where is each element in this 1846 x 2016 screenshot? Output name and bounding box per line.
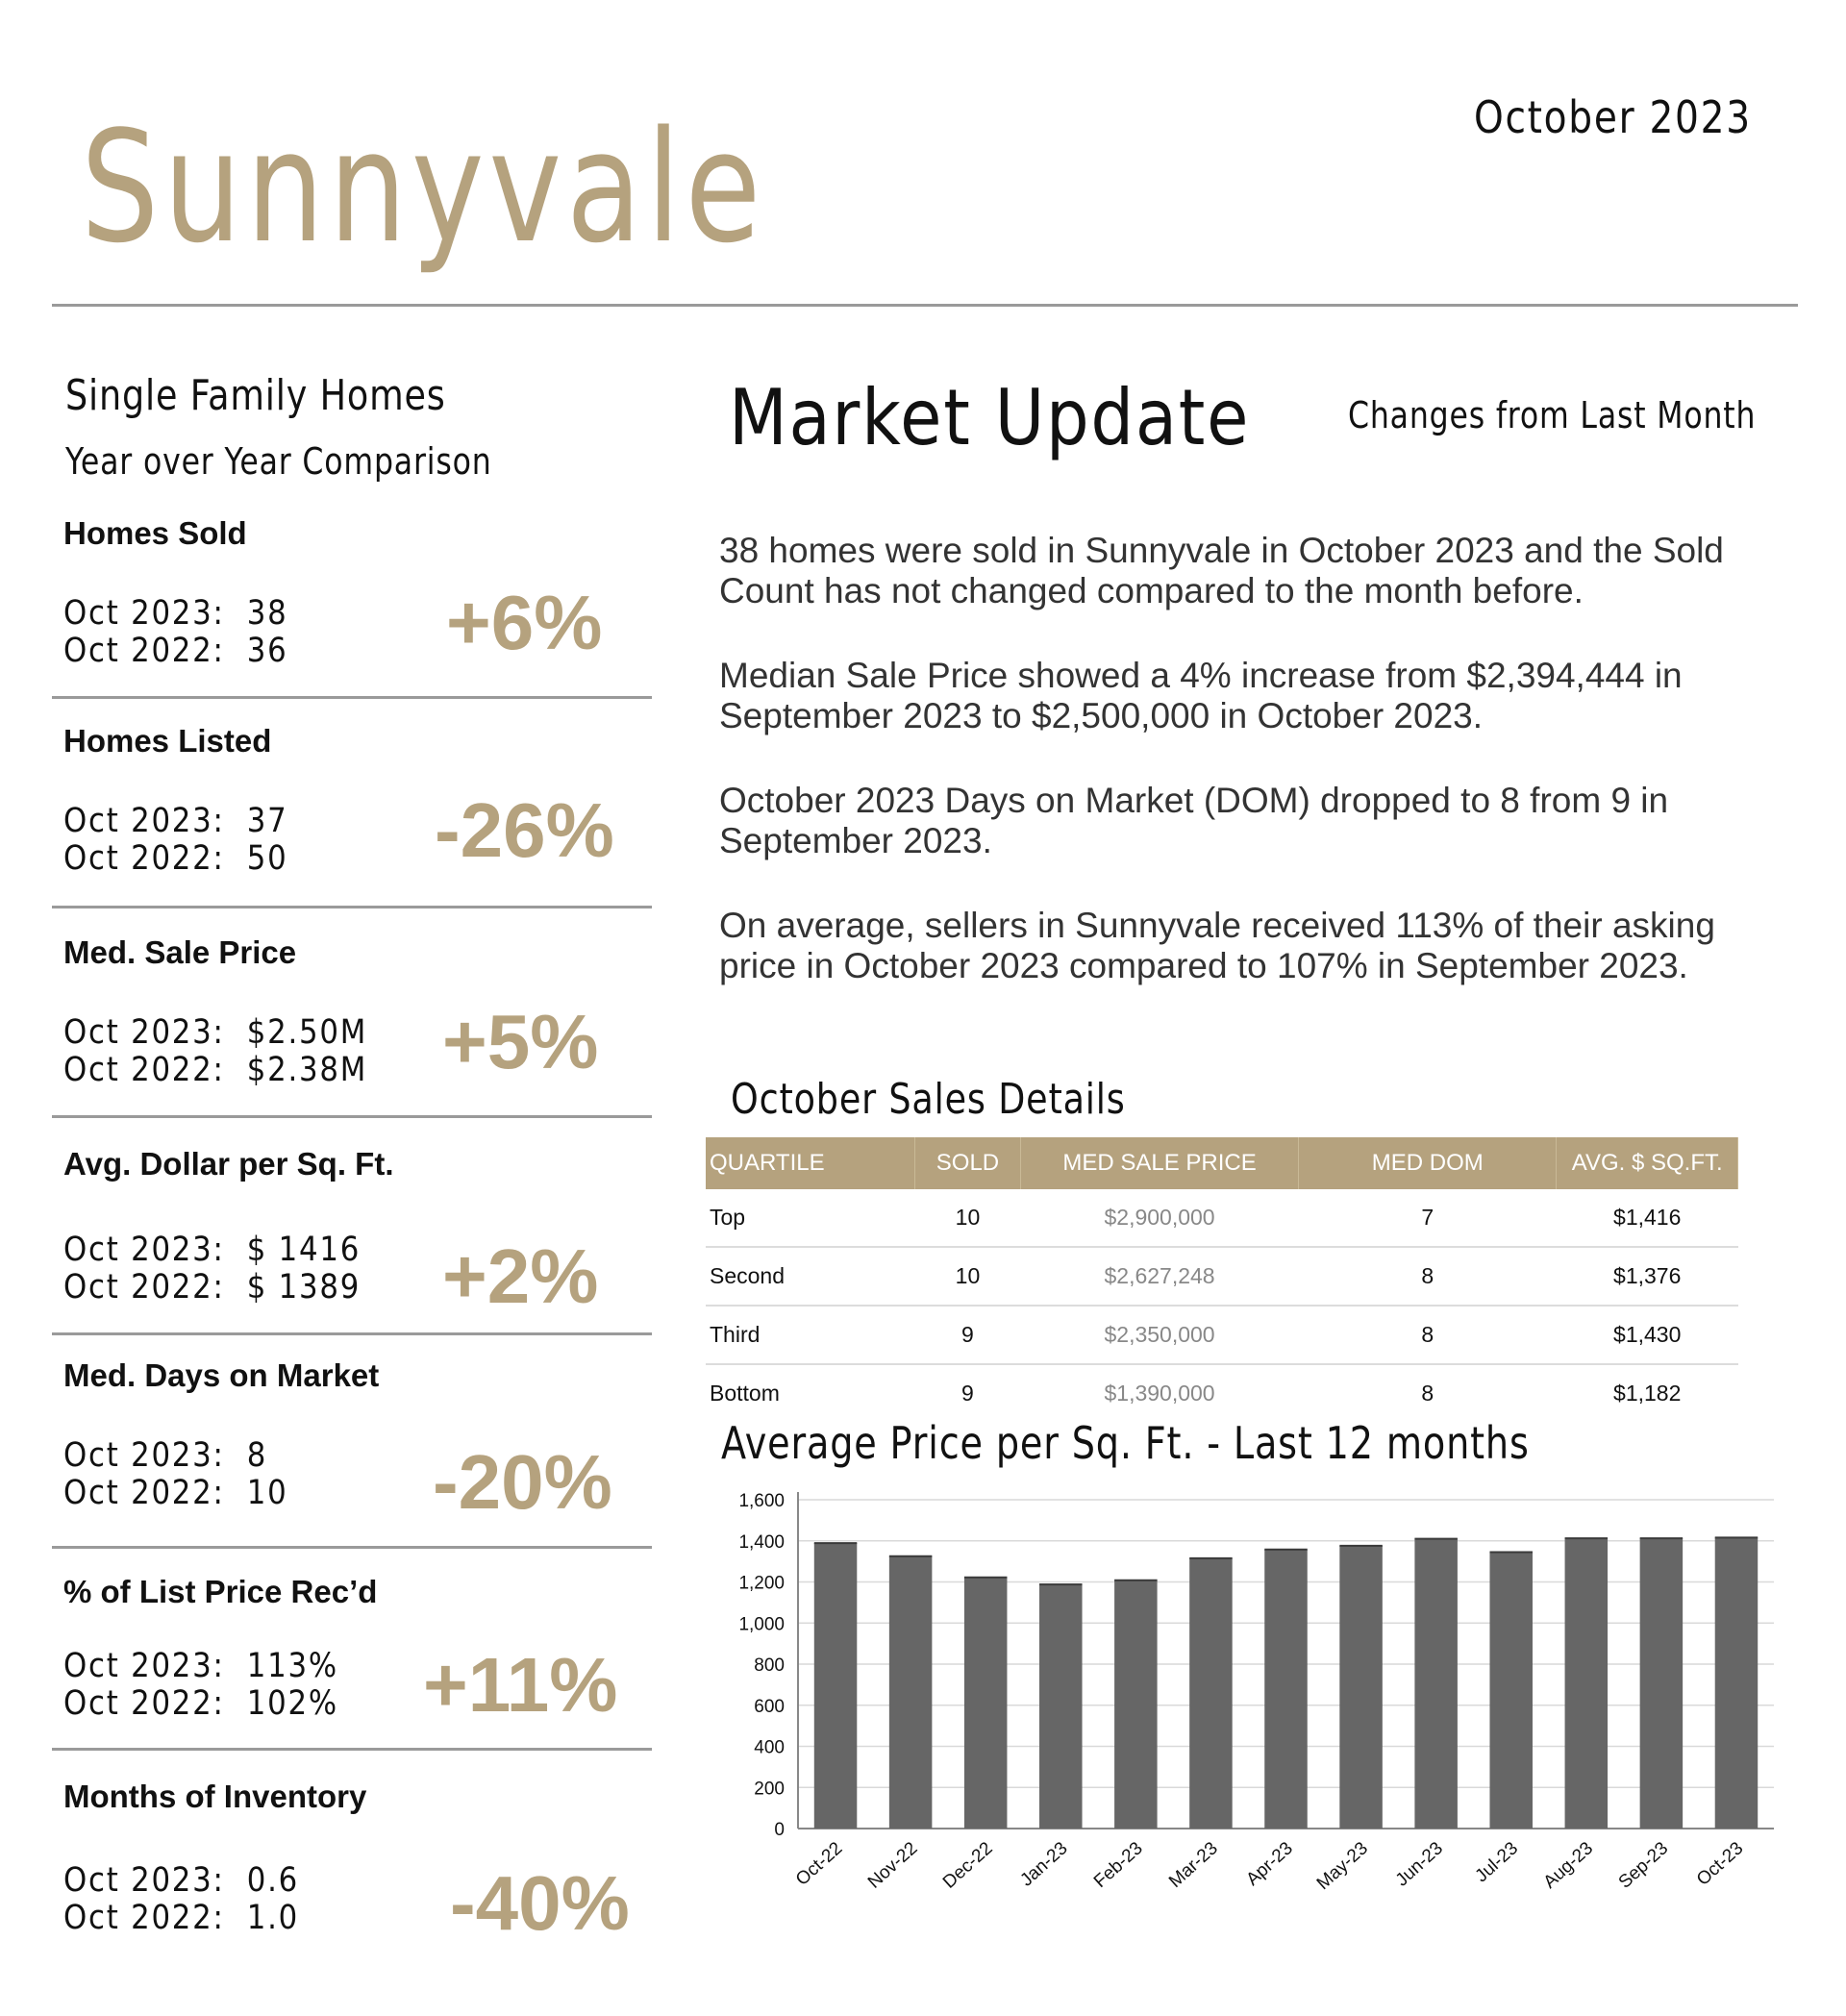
metric-change: +2% bbox=[442, 1233, 599, 1319]
metric-title: Homes Listed bbox=[63, 723, 272, 759]
table-cell: 8 bbox=[1421, 1381, 1434, 1406]
metric-divider bbox=[52, 1748, 652, 1751]
metric-title: Homes Sold bbox=[63, 515, 247, 551]
table-cell: Top bbox=[706, 1189, 914, 1247]
x-tick-label: Jun-23 bbox=[1391, 1838, 1447, 1891]
chart-bar bbox=[1640, 1538, 1684, 1829]
y-tick-label: 0 bbox=[774, 1820, 785, 1840]
table-cell: $2,627,248 bbox=[1020, 1247, 1298, 1306]
sales-details-table bbox=[706, 1137, 1738, 1422]
x-tick-label: Feb-23 bbox=[1089, 1838, 1147, 1892]
update-paragraph: 38 homes were sold in Sunnyvale in October 2023 and the Sold Count has not changed compared to the month before. bbox=[719, 531, 1724, 610]
metric-title: Months of Inventory bbox=[63, 1779, 367, 1814]
table-cell: 10 bbox=[914, 1247, 1020, 1306]
metric-current: Oct 2023: 38 bbox=[63, 594, 288, 633]
metric-current: Oct 2023: 113% bbox=[63, 1647, 338, 1685]
table-row bbox=[706, 1364, 1738, 1422]
y-tick-label: 200 bbox=[754, 1779, 785, 1800]
column-header: QUARTILE bbox=[706, 1137, 914, 1189]
table-cell: $2,900,000 bbox=[1020, 1189, 1298, 1247]
table-cell: 9 bbox=[914, 1306, 1020, 1364]
metric-title: Avg. Dollar per Sq. Ft. bbox=[63, 1146, 394, 1182]
table-cell: $1,390,000 bbox=[1104, 1381, 1215, 1406]
y-tick-label: 800 bbox=[754, 1655, 785, 1676]
x-tick-label: Mar-23 bbox=[1164, 1838, 1222, 1892]
table-cell: 7 bbox=[1299, 1189, 1557, 1247]
x-tick-label: Nov-22 bbox=[863, 1838, 922, 1893]
column-header: MED DOM bbox=[1299, 1137, 1557, 1189]
column-header: SOLD bbox=[914, 1137, 1020, 1189]
x-tick-label: Jan-23 bbox=[1016, 1838, 1072, 1891]
metric-current: Oct 2023: $ 1416 bbox=[63, 1231, 362, 1269]
table-row bbox=[706, 1189, 1738, 1247]
metric-change: -40% bbox=[450, 1860, 630, 1946]
chart-bar bbox=[1565, 1538, 1609, 1829]
y-tick-label: 1,600 bbox=[738, 1491, 785, 1511]
chart-bar bbox=[964, 1578, 1008, 1829]
metric-title: Med. Days on Market bbox=[63, 1357, 380, 1393]
table-cell: $1,430 bbox=[1557, 1306, 1738, 1364]
y-tick-label: 1,200 bbox=[738, 1573, 785, 1594]
chart-bar bbox=[1414, 1539, 1458, 1829]
chart-bar bbox=[1114, 1580, 1158, 1829]
table-cell: 8 bbox=[1299, 1247, 1557, 1306]
report-date: October 2023 bbox=[1474, 91, 1752, 143]
metric-divider bbox=[52, 696, 652, 699]
column-header: MED SALE PRICE bbox=[1020, 1137, 1298, 1189]
metric-previous: Oct 2022: 36 bbox=[63, 632, 288, 670]
table-cell: Third bbox=[706, 1306, 914, 1364]
table-cell: Second bbox=[706, 1247, 914, 1306]
chart-bar bbox=[1039, 1584, 1083, 1829]
table-row bbox=[706, 1306, 1738, 1364]
x-tick-label: Oct-22 bbox=[791, 1838, 847, 1890]
update-paragraph: Median Sale Price showed a 4% increase from $2,394,444 in September 2023 to $2,500,000 in October 2023. bbox=[719, 656, 1683, 735]
chart-bar bbox=[1715, 1537, 1759, 1829]
metric-change: -20% bbox=[433, 1439, 612, 1525]
metric-previous: Oct 2022: 50 bbox=[63, 839, 288, 878]
table-row bbox=[706, 1247, 1738, 1306]
update-paragraph: October 2023 Days on Market (DOM) dropped to 8 from 9 in September 2023. bbox=[719, 781, 1669, 860]
chart-bar bbox=[889, 1556, 933, 1829]
metric-title: Med. Sale Price bbox=[63, 934, 297, 970]
section-subheading: Year over Year Comparison bbox=[65, 440, 492, 483]
metric-previous: Oct 2022: 1.0 bbox=[63, 1899, 300, 1937]
update-paragraph: On average, sellers in Sunnyvale received 113% of their asking price in October 2023 compared to 107% in September 2023. bbox=[719, 906, 1715, 985]
x-tick-label: Oct-23 bbox=[1692, 1838, 1748, 1890]
metric-current: Oct 2023: $2.50M bbox=[63, 1013, 368, 1052]
metric-divider bbox=[52, 1115, 652, 1118]
table-cell: 8 bbox=[1299, 1306, 1557, 1364]
chart-bar bbox=[1189, 1558, 1233, 1829]
y-tick-label: 1,000 bbox=[738, 1614, 785, 1635]
metric-previous: Oct 2022: 102% bbox=[63, 1684, 338, 1723]
metric-change: -26% bbox=[435, 787, 614, 873]
metric-previous: Oct 2022: 10 bbox=[63, 1474, 288, 1512]
sales-details-title: October Sales Details bbox=[731, 1075, 1126, 1124]
table-cell: Bottom bbox=[710, 1381, 780, 1406]
table-cell: $1,182 bbox=[1613, 1381, 1682, 1406]
x-tick-label: Jul-23 bbox=[1471, 1838, 1523, 1887]
market-update-subtitle: Changes from Last Month bbox=[1348, 394, 1757, 436]
metric-current: Oct 2023: 37 bbox=[63, 802, 288, 840]
metric-current: Oct 2023: 0.6 bbox=[63, 1861, 300, 1900]
y-tick-label: 400 bbox=[754, 1737, 785, 1758]
table-cell: $1,376 bbox=[1557, 1247, 1738, 1306]
metric-change: +5% bbox=[442, 999, 599, 1084]
table-header-row bbox=[706, 1137, 1738, 1189]
table-cell: $2,350,000 bbox=[1020, 1306, 1298, 1364]
chart-bar bbox=[1489, 1553, 1533, 1829]
x-tick-label: Apr-23 bbox=[1242, 1838, 1297, 1890]
y-tick-label: 1,400 bbox=[738, 1531, 785, 1553]
metric-title: % of List Price Rec’d bbox=[63, 1574, 378, 1609]
metric-divider bbox=[52, 906, 652, 908]
x-tick-label: Aug-23 bbox=[1539, 1838, 1598, 1893]
table-cell: 10 bbox=[914, 1189, 1020, 1247]
chart-bar bbox=[814, 1543, 858, 1829]
header-divider bbox=[52, 304, 1798, 307]
metric-previous: Oct 2022: $ 1389 bbox=[63, 1268, 362, 1307]
chart-bar bbox=[1264, 1550, 1308, 1829]
price-per-sqft-bar-chart bbox=[711, 1481, 1788, 1942]
market-update-title: Market Update bbox=[729, 373, 1251, 462]
metric-current: Oct 2023: 8 bbox=[63, 1436, 268, 1475]
chart-title: Average Price per Sq. Ft. - Last 12 months bbox=[721, 1417, 1530, 1469]
x-tick-label: Sep-23 bbox=[1614, 1838, 1673, 1893]
x-tick-label: Dec-22 bbox=[938, 1838, 997, 1893]
metric-divider bbox=[52, 1332, 652, 1335]
column-header: AVG. $ SQ.FT. bbox=[1557, 1137, 1738, 1189]
table-cell: 9 bbox=[961, 1381, 974, 1406]
y-tick-label: 600 bbox=[754, 1696, 785, 1717]
table-cell: $1,416 bbox=[1557, 1189, 1738, 1247]
metric-divider bbox=[52, 1546, 652, 1549]
city-title: Sunnyvale bbox=[81, 97, 766, 277]
section-heading: Single Family Homes bbox=[65, 371, 446, 420]
metric-change: +6% bbox=[446, 580, 603, 665]
chart-bar bbox=[1339, 1546, 1383, 1829]
metric-change: +11% bbox=[423, 1642, 618, 1728]
x-tick-label: May-23 bbox=[1312, 1838, 1372, 1895]
metric-previous: Oct 2022: $2.38M bbox=[63, 1051, 368, 1089]
